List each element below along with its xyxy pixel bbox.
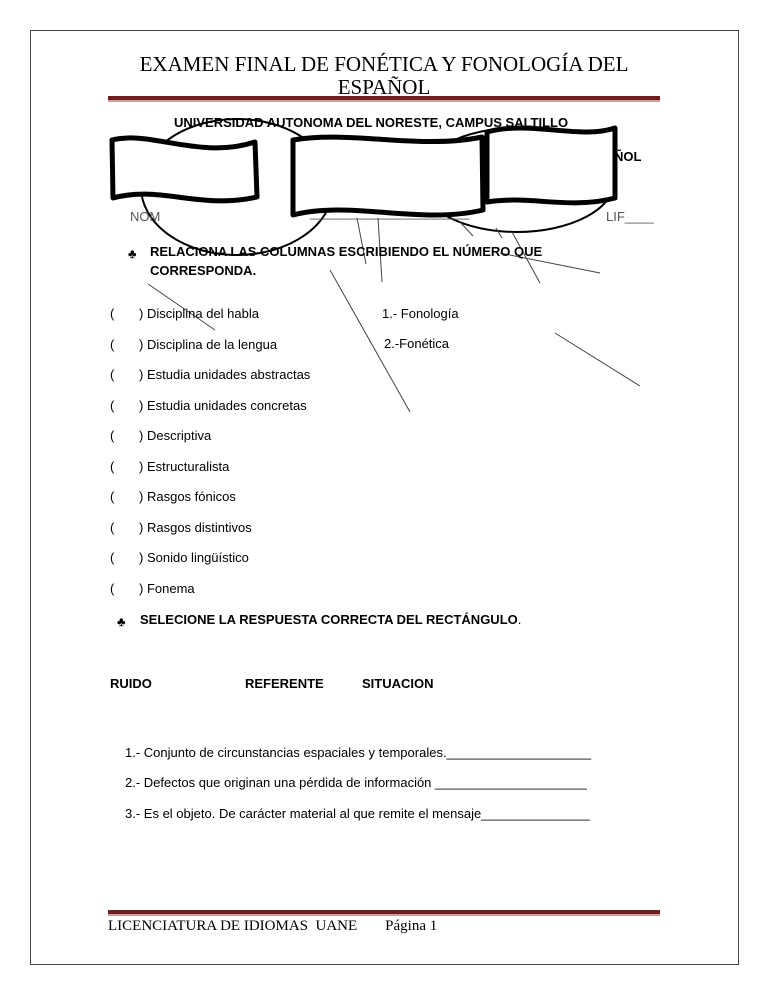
section1-heading-line2: CORRESPONDA. bbox=[150, 263, 257, 278]
answer-paren-close: ) bbox=[139, 306, 144, 321]
partial-subtitle: ÑOL bbox=[614, 149, 642, 164]
match-item-label: Sonido lingüístico bbox=[146, 550, 249, 565]
exam-title-line2: ESPAÑOL bbox=[337, 75, 431, 99]
word-situacion: SITUACION bbox=[362, 676, 434, 691]
answer-paren-open[interactable]: ( bbox=[110, 519, 115, 535]
answer-paren-close: ) bbox=[139, 367, 144, 382]
section2-heading: SELECIONE LA RESPUESTA CORRECTA DEL RECTÁNGULO bbox=[140, 612, 518, 627]
section1-heading-line1: RELACIONA LAS COLUMNAS ESCRIBIENDO EL NÚMERO QUE bbox=[150, 244, 543, 259]
footer-text: LICENCIATURA DE IDIOMAS UANE bbox=[108, 918, 358, 934]
match-item-label: Estructuralista bbox=[146, 458, 230, 474]
answer-paren-close: ) bbox=[139, 489, 144, 504]
answer-paren-close: ) bbox=[139, 519, 144, 535]
footer bbox=[108, 918, 437, 935]
match-item bbox=[139, 428, 211, 443]
match-item-label: Rasgos fónicos bbox=[146, 489, 236, 504]
calif-label: LIF____ bbox=[606, 209, 654, 224]
answer-paren-open[interactable]: ( bbox=[110, 489, 115, 504]
exam-title-line1: EXAMEN FINAL DE FONÉTICA Y FONOLOGÍA DEL bbox=[139, 52, 629, 76]
name-label: NOM bbox=[130, 209, 161, 224]
answer-paren-open[interactable]: ( bbox=[110, 367, 115, 382]
club-bullet-icon: ♣ bbox=[117, 614, 126, 629]
right-banner-shape bbox=[487, 128, 615, 203]
answer-paren-close: ) bbox=[139, 550, 144, 565]
match-item bbox=[139, 306, 259, 321]
question-2: 2.- Defectos que originan una pérdida de información _____________________ bbox=[125, 775, 587, 790]
option-fonologia: 1.- Fonología bbox=[382, 306, 459, 321]
heading-period: . bbox=[517, 612, 522, 627]
match-item bbox=[139, 581, 195, 596]
match-item bbox=[139, 337, 277, 352]
answer-paren-open[interactable]: ( bbox=[110, 580, 115, 596]
answer-paren-close: ) bbox=[139, 336, 144, 352]
name-blank: ______________________ bbox=[310, 205, 470, 220]
match-item bbox=[139, 459, 229, 474]
match-item-label: Rasgos distintivos bbox=[146, 519, 252, 535]
match-item-label: Estudia unidades abstractas bbox=[146, 367, 311, 382]
question-1: 1.- Conjunto de circunstancias espaciales y temporales.____________________ bbox=[125, 745, 592, 760]
answer-paren-open[interactable]: ( bbox=[110, 550, 115, 565]
club-bullet-icon: ♣ bbox=[128, 246, 137, 261]
answer-paren-open[interactable]: ( bbox=[110, 306, 115, 321]
match-item-label: Disciplina del habla bbox=[146, 306, 259, 321]
university-name: UNIVERSIDAD AUTONOMA DEL NORESTE, CAMPUS SALTILLO bbox=[174, 115, 569, 130]
match-item bbox=[139, 520, 252, 535]
match-item-label: Disciplina de la lengua bbox=[146, 336, 278, 352]
option-fonetica: 2.-Fonética bbox=[384, 336, 450, 351]
middle-banner-shape bbox=[293, 137, 483, 215]
match-item bbox=[139, 489, 236, 504]
question-3: 3.- Es el objeto. De carácter material al que remite el mensaje_______________ bbox=[125, 806, 590, 821]
match-item-label: Estudia unidades concretas bbox=[146, 397, 307, 413]
word-ruido: RUIDO bbox=[110, 676, 152, 691]
answer-paren-open[interactable]: ( bbox=[110, 336, 115, 352]
answer-paren-open[interactable]: ( bbox=[110, 458, 115, 474]
match-item bbox=[139, 550, 249, 565]
word-referente: REFERENTE bbox=[245, 676, 324, 691]
answer-paren-close: ) bbox=[139, 428, 144, 443]
match-item-label: Fonema bbox=[146, 580, 195, 596]
match-item bbox=[139, 398, 307, 413]
match-item bbox=[139, 367, 310, 382]
answer-paren-close: ) bbox=[139, 458, 144, 474]
match-item-label: Descriptiva bbox=[146, 428, 212, 443]
page-number: Página 1 bbox=[385, 918, 438, 934]
answer-paren-open[interactable]: ( bbox=[110, 428, 115, 443]
left-banner-shape bbox=[112, 138, 257, 201]
answer-paren-close: ) bbox=[139, 397, 144, 413]
answer-paren-open[interactable]: ( bbox=[110, 397, 115, 413]
answer-paren-close: ) bbox=[139, 580, 144, 596]
